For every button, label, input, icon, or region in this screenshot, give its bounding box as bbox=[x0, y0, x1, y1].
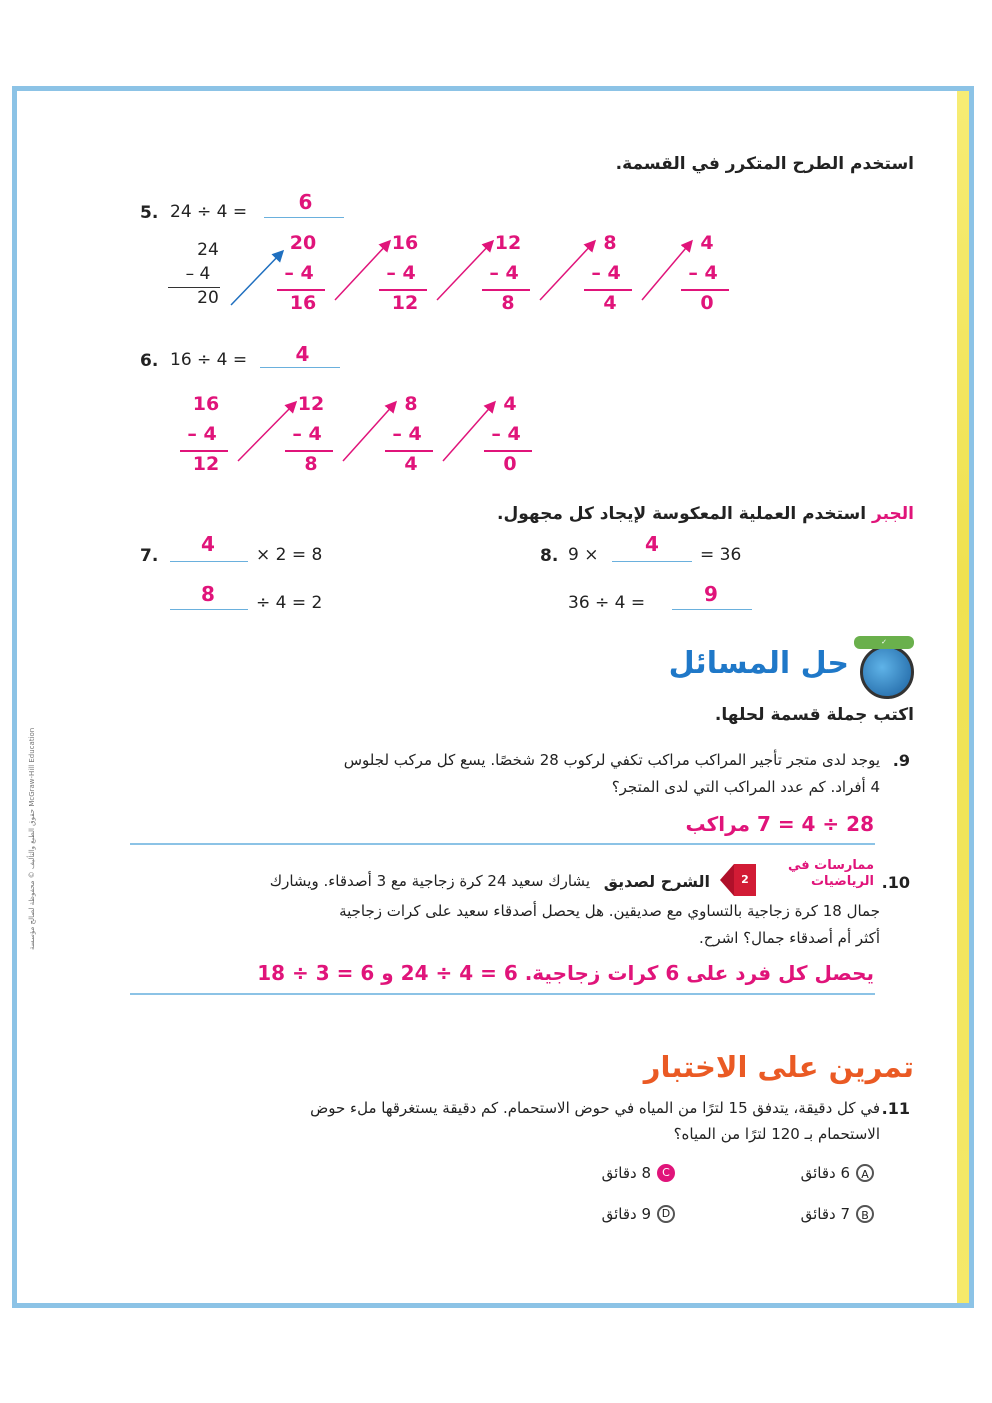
p6-equation: 16 ÷ 4 = bbox=[170, 350, 248, 370]
p5-arrow-2 bbox=[540, 242, 594, 300]
p11-line-2: الاستحمام بـ 120 لترًا من المياه؟ bbox=[673, 1125, 880, 1143]
p6-step-0-sub: – 4 bbox=[187, 423, 217, 445]
p5-arrow-1 bbox=[437, 242, 492, 300]
p5-step-3-sub: – 4 bbox=[591, 262, 621, 284]
option-c-text: 8 دقائق bbox=[601, 1164, 651, 1182]
p7-line-1 bbox=[170, 561, 248, 562]
world-badge-icon: ✓ bbox=[854, 636, 914, 649]
p6-label: 6. bbox=[140, 351, 159, 371]
p10-line-1: يشارك سعيد 24 كرة زجاجية مع 3 أصدقاء. ويشارك bbox=[269, 872, 590, 890]
p5-step-2-res: 8 bbox=[501, 292, 515, 314]
p7-answer-2: 8 bbox=[201, 582, 215, 606]
p5-arrow-3 bbox=[642, 242, 691, 300]
p10-bold-label: الشرح لصديق bbox=[603, 872, 710, 891]
p6-step-3-top: 4 bbox=[503, 393, 517, 415]
p5-step-2-sub: – 4 bbox=[489, 262, 519, 284]
p5-step-1-sub: – 4 bbox=[386, 262, 416, 284]
p6-step-2-sub: – 4 bbox=[392, 423, 422, 445]
p5-answer: 6 bbox=[298, 190, 313, 214]
p10-line-3: أكثر أم أصدقاء جمال؟ اشرح. bbox=[698, 929, 880, 947]
p6-step-1-sub: – 4 bbox=[292, 423, 322, 445]
p8-answer-2: 9 bbox=[704, 582, 718, 606]
p5-step-3-top: 8 bbox=[603, 232, 617, 254]
p10-practice-label: ممارسات في الرياضيات bbox=[787, 858, 874, 889]
p6-step-1-top: 12 bbox=[297, 393, 325, 415]
p11-line-1: في كل دقيقة، يتدفق 15 لترًا من المياه في حوض الاستحمام. كم دقيقة يستغرقها ملء حوض bbox=[310, 1099, 880, 1117]
p8-line-1 bbox=[612, 561, 692, 562]
p8-pre-2: 36 ÷ 4 = bbox=[568, 593, 646, 613]
p8-text-1: = 36 bbox=[700, 545, 742, 565]
p6-arrow-2 bbox=[443, 403, 494, 461]
p10-line-2: جمال 18 كرة زجاجية بالتساوي مع صديقين. هل يحصل أصدقاء سعيد على كرات زجاجية bbox=[339, 902, 880, 920]
p5-step-0-top: 20 bbox=[289, 232, 317, 254]
p5-step-0-sub: – 4 bbox=[284, 262, 314, 284]
option-d-bubble[interactable]: D bbox=[657, 1205, 675, 1223]
practice-arrow-icon bbox=[720, 864, 734, 896]
p6-step-2-top: 8 bbox=[404, 393, 418, 415]
option-b-bubble[interactable]: B bbox=[856, 1205, 874, 1223]
p6-step-2-res: 4 bbox=[404, 453, 418, 475]
solve-subtitle: اكتب جملة قسمة لحلها. bbox=[714, 705, 914, 725]
p5-arrow-start bbox=[231, 252, 282, 305]
option-a-bubble[interactable]: A bbox=[856, 1164, 874, 1182]
p5-step-4-res: 0 bbox=[700, 292, 714, 314]
p5-step-2-top: 12 bbox=[494, 232, 522, 254]
p5-start-res: 20 bbox=[197, 288, 219, 308]
p5-start-top: 24 bbox=[197, 240, 219, 260]
option-a-text: 6 دقائق bbox=[800, 1164, 850, 1182]
p5-step-1-top: 16 bbox=[391, 232, 419, 254]
p9-number: 9. bbox=[892, 751, 910, 770]
algebra-tag: الجبر bbox=[872, 504, 914, 524]
p5-step-0-res: 16 bbox=[289, 292, 317, 314]
p7-label: 7. bbox=[140, 546, 159, 566]
p8-answer-1: 4 bbox=[645, 532, 659, 556]
copyright-credit: حقوق الطبع والتأليف © محفوظة لصالح مؤسسة McGraw-Hill Education bbox=[28, 727, 36, 950]
p7-text-2: ÷ 4 = 2 bbox=[256, 593, 323, 613]
p10-answer: يحصل كل فرد على 6 كرات زجاجية. 6 = 4 ÷ 24 و 6 = 3 ÷ 18 bbox=[257, 961, 874, 985]
p7-line-2 bbox=[170, 609, 248, 610]
p6-answer: 4 bbox=[295, 342, 310, 366]
p5-start-sub: – 4 bbox=[185, 264, 211, 284]
p5-step-3-res: 4 bbox=[603, 292, 617, 314]
p5-step-4-sub: – 4 bbox=[688, 262, 718, 284]
p5-arrow-0 bbox=[335, 242, 389, 300]
test-title: تمرين على الاختبار bbox=[643, 1050, 914, 1084]
p5-step-4-top: 4 bbox=[700, 232, 714, 254]
p8-line-2 bbox=[672, 609, 752, 610]
p7-text-1: × 2 = 8 bbox=[256, 545, 323, 565]
p6-step-3-res: 0 bbox=[503, 453, 517, 475]
p10-answer-rule bbox=[130, 993, 875, 995]
p9-line-1: يوجد لدى متجر تأجير المراكب مراكب تكفي لركوب 28 شخصًا. يسع كل مركب لجلوس bbox=[343, 751, 880, 769]
algebra-instruction bbox=[497, 504, 914, 524]
p7-answer-1: 4 bbox=[201, 532, 215, 556]
practice-badge: 2 bbox=[734, 864, 756, 896]
p10-number: 10. bbox=[881, 873, 910, 892]
p5-label: 5. bbox=[140, 203, 159, 223]
p6-arrow-1 bbox=[343, 403, 395, 461]
option-c-bubble-selected[interactable]: C bbox=[657, 1164, 675, 1182]
p6-step-3-sub: – 4 bbox=[491, 423, 521, 445]
algebra-text: استخدم العملية المعكوسة لإيجاد كل مجهول. bbox=[496, 504, 867, 524]
p8-pre: 9 × bbox=[568, 545, 599, 565]
solve-title: حل المسائل bbox=[668, 646, 849, 681]
p9-line-2: 4 أفراد. كم عدد المراكب التي لدى المتجر؟ bbox=[611, 778, 880, 796]
p5-equation: 24 ÷ 4 = bbox=[170, 202, 248, 222]
option-b-text: 7 دقائق bbox=[800, 1205, 850, 1223]
p9-answer-rule bbox=[130, 843, 875, 845]
p6-step-1-res: 8 bbox=[304, 453, 318, 475]
p6-step-0-top: 16 bbox=[192, 393, 220, 415]
p6-arrow-0 bbox=[238, 403, 295, 461]
p11-number: 11. bbox=[881, 1099, 910, 1118]
p8-label: 8. bbox=[540, 546, 559, 566]
p6-step-0-res: 12 bbox=[192, 453, 220, 475]
p5-step-1-res: 12 bbox=[391, 292, 419, 314]
p9-answer: 28 ÷ 4 = 7 مراكب bbox=[685, 812, 874, 836]
option-d-text: 9 دقائق bbox=[601, 1205, 651, 1223]
globe-icon bbox=[860, 645, 914, 699]
instruction-repeated-subtraction: استخدم الطرح المتكرر في القسمة. bbox=[615, 154, 914, 174]
